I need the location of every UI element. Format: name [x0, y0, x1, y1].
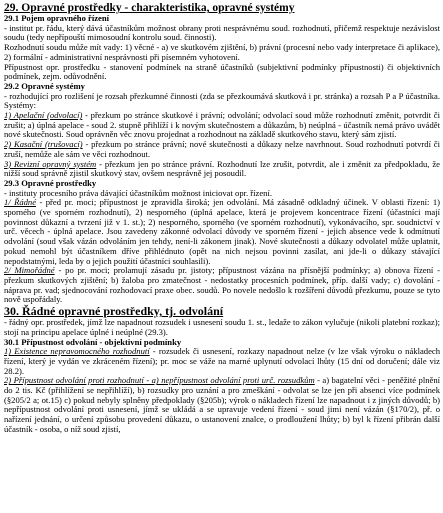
paragraph-lead: 1) Existence nepravomocného rozhodnutí [4, 346, 150, 357]
section-heading: 29. Opravné prostředky - charakteristika, opravné systémy [4, 2, 295, 14]
paragraph-body: - přezkum po stránce skutkové i právní; odvolání; odvolací soud může rozhodnutí změnit, potvrdit či zrušit; a) úplná apelace - soud 2. stupně přihlíží i k novým skutečnostem a důkazům, b) neúplná - účastník nemá právo uvádět nové skutečnosti. Soud oprávněn věc znovu projednat a rozhodnout na základě skutkového stavu, který sám zjistí. [4, 110, 440, 140]
paragraph: Rozhodnutí soudu může mít vady: 1) věcné - a) ve skutkovém zjištění, b) právní (procesní nebo vady interpretace či aplikace), 2) formální - administrativní nesprávnosti při písemném vyhotovení. [4, 42, 440, 62]
section-heading: 30. Řádné opravné prostředky, tj. odvolání [4, 304, 224, 319]
paragraph [4, 140, 440, 159]
paragraph [4, 160, 440, 179]
paragraph-body: - rozsudek či usnesení, rozkazy napadnout nelze (v lze však výroku o nákladech řízení, který je vydán ve zkráceném řízení); pr. moc se váže na marné uplynutí odvolací lhůty (15 dní od doručení; dále viz 28.2). [4, 346, 440, 376]
subsection-heading: 30.1 Přípustnost odvolání - objektivní podmínky [4, 336, 182, 347]
paragraph-lead: 2/ Mimořádné [4, 265, 55, 276]
paragraph-body: - přezkum jen po stránce právní. Rozhodnutí lze zrušit, potvrdit, ale i změnit za předpokladu, že nižší soud správně zjistil skutkový stav, ovšem nesprávně jej posoudil. [4, 158, 440, 179]
paragraph-body: - před pr. moci; přípustnost je zpravidla široká; jen odvolání. Má zásadně odkladný účinek. V oblasti řízení: 1) sporného (ve sporném rozhodnutí), 2) nesporného (úplná apelace, která je projevem koncentrace řízení (účastníci mají povinnost důkazní a tvrzení již v 1. st.); 2) nesporného, sporného (ve sporném rozhodnutí), vykonávacího, spr. soudnictví v urč. věcech - úplná apelace. Jsou zavedeny zákonné odvolací důvody ve sporném řízení - jejich absence vede k odmítnutí odvolání (soud však vázán odvoláním jen tehdy, není-li zákonem jinak). Nové skutečnosti a důkazy odvolatel může uplatnit, pokud nemohl být účastníkem dříve přihlédnuto (opět na nich nejsou povinni zasílat, ani jde-li o důkazy stávající nepodstatnými, leda by o jejich použití účastníci souhlasili). [4, 197, 440, 266]
paragraph [4, 376, 440, 434]
paragraph: - institut pr. řádu, který dává účastníkům možnost obrany proti nesprávnému soud. rozhodnutí, přičemž respektuje nezávislost soudu (tedy nepřípouští mimosoudní kontrolu soud. činnosti). [4, 22, 440, 43]
subsection-heading: 29.2 Opravné systémy [4, 80, 85, 91]
paragraph-lead: 1/ Řádné [4, 197, 37, 208]
paragraph-body: - po pr. moci; prolamují zásadu pr. jistoty; přípustnost vázána na přísnější podmínky; a) obnova řízení - přezkum skutkových zjištění; b) žaloba pro zmatečnost - nedostatky procesních podmínek, příp. další vady; c) dovolání - náprava pr. vad; sjednocování rozhodovací praxe obec. soudů. Po novele nedošlo k rozšíření důvodů přezkumu, pouze se tyto nově uspořádaly. [4, 265, 441, 305]
paragraph: - řádný opr. prostředek, jímž lze napadnout rozsudek i usnesení soudu 1. st., ledaže to zákon vylučuje (nikoli platební rozkaz); stojí na principu apelace úplné i neúplné (29.3). [4, 317, 440, 337]
subsection-heading: 29.3 Opravné prostředky [4, 177, 97, 188]
paragraph-lead: 3) Revizní opravný systém [4, 158, 97, 169]
paragraph: Přípustnost opr. prostředku - stanovení podmínek na straně účastníků (subjektivní podmínky přípustnosti) či objektivních podmínek, zejm. odůvodnění. [4, 61, 440, 82]
paragraph [4, 198, 440, 266]
paragraph-lead: 1) Apelační (odvolací) [4, 110, 83, 121]
paragraph [4, 266, 440, 305]
paragraph [4, 347, 440, 376]
subsection-heading: 29.1 Pojem opravného řízení [4, 13, 110, 23]
paragraph-lead: 2) Přípustnost odvolání proti rozhodnutí - a) nepřípustnost odvolání proti urč. rozsudkům [4, 375, 315, 386]
paragraph: - rozhodující pro rozlišení je rozsah přezkumné činnosti (zda se přezkoumává skutková i pr. stránka) a rozsah P a P účastníka. Systémy: [4, 90, 440, 111]
paragraph-body: - a) bagatelní věci - peněžité plnění do 2 tis. Kč (přihlížení se nepřihlíží), b) rozsudky pro uznání a pro zmeškání - odvolat se lze jen při absenci více podmínek (§205/2 a; ot.15) c) pokud nebyly splněny předpoklady (§205b); výrok o nákladech řízení lze napadnout i z jiných důvodů; b) nepřípustnost odvolání proti usnesení, jímž se ukládá a se upravuje vedení řízení - soud jimi není vázán (§170/2), př. o nařízení jednání, o určení způsobu provedení důkazu, o ustanovení znalce, o prodloužení lhůty; b) byl k řízení přibrán další účastník - osoba, o níž soud zjistí, [4, 375, 441, 434]
paragraph: - instituty procesního práva dávající účastníkům možnost iniciovat opr. řízení. [4, 187, 273, 198]
paragraph-body: - přezkum po stránce právní; nové skutečnosti a důkazy nelze navrhnout. Soud rozhodnutí potvrdí či zruší, nemůže ale sám ve věci rozhodnout. [4, 139, 440, 159]
paragraph-lead: 2) Kasační (trušovací) [4, 139, 83, 150]
paragraph [4, 111, 440, 140]
